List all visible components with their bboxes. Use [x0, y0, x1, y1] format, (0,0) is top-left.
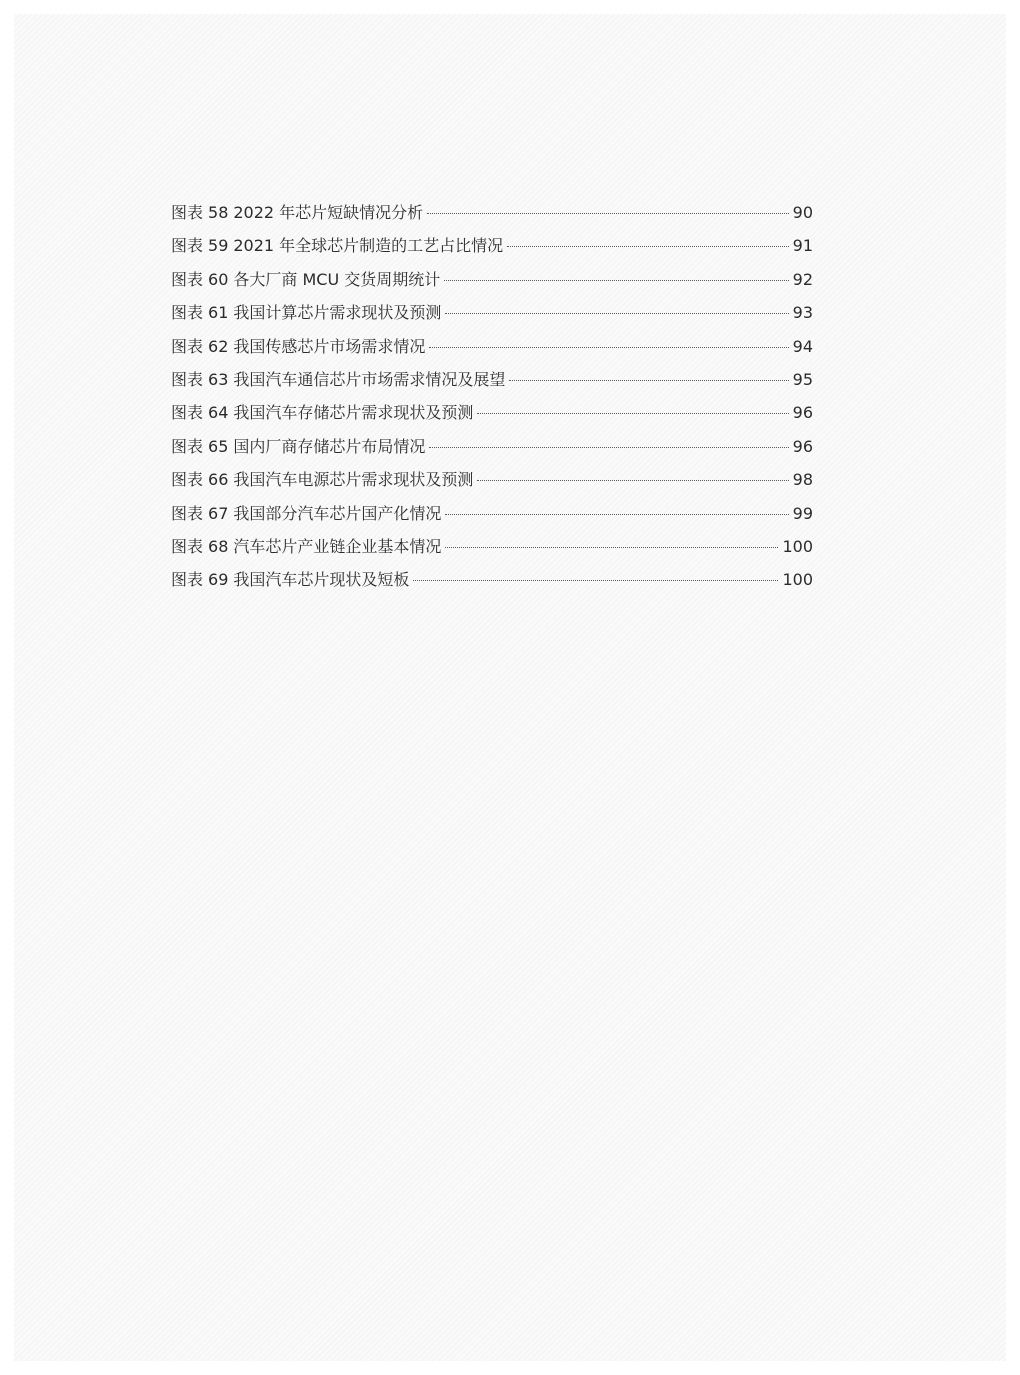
toc-entry[interactable] — [171, 463, 813, 496]
toc-leader-dots — [429, 346, 788, 348]
toc-entry-title — [171, 196, 427, 229]
toc-entry-title — [171, 497, 445, 530]
toc-entry-title — [171, 363, 509, 396]
toc-entry-title — [171, 396, 477, 429]
toc-leader-dots — [477, 479, 788, 481]
toc-page-number: 90 — [792, 203, 813, 222]
toc-page-number: 98 — [792, 470, 813, 490]
toc-entry-title — [171, 563, 413, 596]
toc-entry[interactable] — [171, 296, 813, 329]
toc-page-number: 100 — [782, 570, 813, 590]
toc-entry[interactable] — [171, 363, 813, 396]
toc-entry-text: 我国计算芯片需求现状及预测 — [233, 303, 442, 323]
toc-entry-title — [171, 530, 445, 563]
toc-leader-dots — [477, 412, 788, 414]
toc-entry-number: 59 — [208, 236, 229, 256]
toc-entry-label: 图表 — [171, 336, 204, 356]
toc-entry-number: 60 — [208, 269, 229, 289]
toc-page-number: 93 — [792, 303, 813, 323]
toc-leader-dots — [445, 546, 778, 548]
toc-entry-label: 图表 — [171, 236, 204, 256]
toc-entry-text: 国内厂商存储芯片布局情况 — [233, 436, 426, 456]
toc-entry[interactable] — [171, 530, 813, 563]
toc-leader-dots — [509, 379, 788, 381]
toc-leader-dots — [445, 513, 788, 515]
toc-entry-text: 我国汽车芯片现状及短板 — [233, 570, 410, 590]
toc-entry-number: 63 — [208, 369, 229, 389]
toc-page-number: 91 — [792, 236, 813, 256]
toc-leader-dots — [427, 212, 788, 214]
toc-page-number: 100 — [782, 536, 813, 556]
toc-leader-dots — [507, 245, 788, 247]
toc-page-number: 96 — [792, 403, 813, 423]
toc-leader-dots — [429, 446, 788, 448]
toc-entry-text: 我国汽车存储芯片需求现状及预测 — [233, 403, 474, 423]
toc-entry-label: 图表 — [171, 570, 204, 590]
toc-entry-label: 图表 — [171, 303, 204, 323]
toc-leader-dots — [445, 312, 788, 314]
document-page — [14, 14, 1006, 1361]
toc-page-number: 92 — [792, 269, 813, 289]
toc-entry-label: 图表 — [171, 369, 204, 389]
toc-entry-label: 图表 — [171, 536, 204, 556]
toc-page-number: 96 — [792, 436, 813, 456]
toc-entry-label: 图表 — [171, 269, 204, 289]
toc-entry-number: 61 — [208, 303, 229, 323]
toc-entry-number: 62 — [208, 336, 229, 356]
toc-entry-number: 58 — [208, 203, 229, 222]
toc-entry-text: 我国汽车电源芯片需求现状及预测 — [233, 470, 474, 490]
toc-entry-number: 68 — [208, 536, 229, 556]
toc-entry[interactable] — [171, 396, 813, 429]
toc-entry-label: 图表 — [171, 470, 204, 490]
toc-page-number: 99 — [792, 503, 813, 523]
toc-entry-title — [171, 463, 477, 496]
toc-entry-text: 2021 年全球芯片制造的工艺占比情况 — [233, 236, 504, 256]
toc-entry-text: 2022 年芯片短缺情况分析 — [233, 203, 424, 222]
toc-entry[interactable] — [171, 497, 813, 530]
toc-entry[interactable] — [171, 563, 813, 596]
toc-leader-dots — [444, 279, 788, 281]
toc-entry[interactable] — [171, 229, 813, 262]
toc-entry[interactable] — [171, 263, 813, 296]
toc-entry-text: 我国传感芯片市场需求情况 — [233, 336, 426, 356]
toc-entry-number: 67 — [208, 503, 229, 523]
toc-entry-title — [171, 229, 507, 262]
toc-leader-dots — [413, 579, 778, 581]
toc-entry-title — [171, 430, 429, 463]
toc-entry-label: 图表 — [171, 503, 204, 523]
toc-entry-title — [171, 263, 444, 296]
toc-entry[interactable] — [171, 196, 813, 229]
toc-entry-text: 各大厂商 MCU 交货周期统计 — [233, 269, 441, 289]
toc-entry-title — [171, 330, 429, 363]
toc-entry-number: 64 — [208, 403, 229, 423]
toc-page-number: 94 — [792, 336, 813, 356]
toc-entry-text: 我国部分汽车芯片国产化情况 — [233, 503, 442, 523]
toc-entry-label: 图表 — [171, 203, 204, 222]
toc-entry-number: 69 — [208, 570, 229, 590]
toc-entry-text: 汽车芯片产业链企业基本情况 — [233, 536, 442, 556]
toc-entry-label: 图表 — [171, 403, 204, 423]
toc-page-number: 95 — [792, 369, 813, 389]
table-of-figures — [171, 196, 813, 597]
toc-entry-number: 66 — [208, 470, 229, 490]
toc-entry[interactable] — [171, 330, 813, 363]
toc-entry-text: 我国汽车通信芯片市场需求情况及展望 — [233, 369, 506, 389]
toc-entry-number: 65 — [208, 436, 229, 456]
toc-entry-title — [171, 296, 445, 329]
toc-entry-label: 图表 — [171, 436, 204, 456]
toc-entry[interactable] — [171, 430, 813, 463]
